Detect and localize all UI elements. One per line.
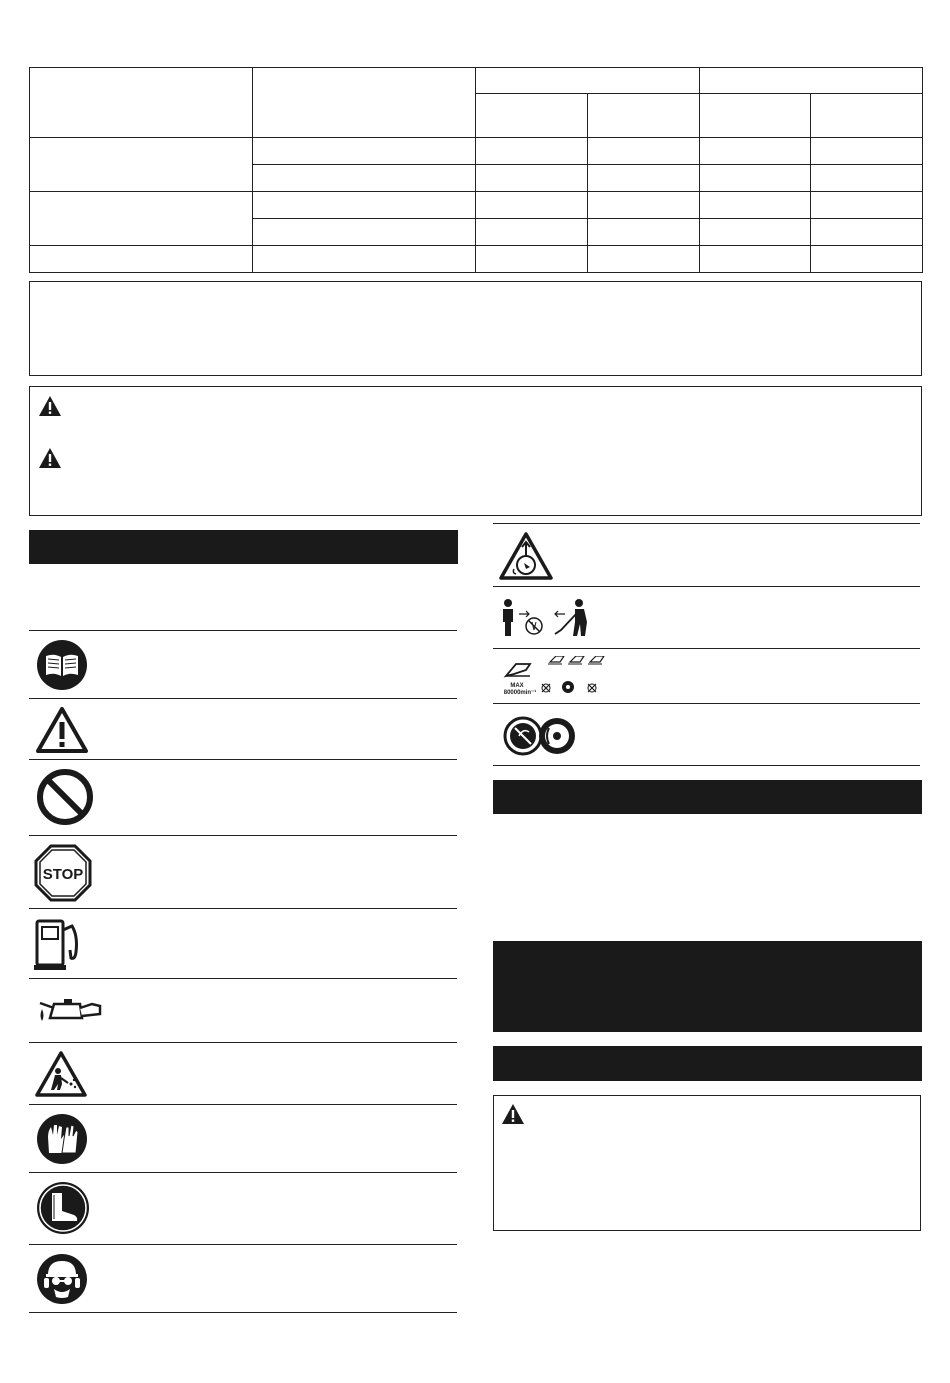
table-cell [811, 192, 923, 219]
kickback-warning-icon [498, 531, 554, 581]
divider [493, 523, 920, 524]
table-cell [476, 165, 588, 192]
flying-objects-hazard-icon [34, 1050, 88, 1098]
table-cell [588, 138, 700, 165]
table-cell [588, 246, 700, 273]
table-cell [476, 219, 588, 246]
stop-sign-label: STOP [42, 866, 84, 883]
table-cell [253, 165, 476, 192]
blade-type-icon [503, 716, 577, 756]
section-heading-bar [29, 530, 458, 564]
table-cell [476, 138, 588, 165]
stop-sign-icon [34, 844, 92, 902]
divider [493, 648, 920, 649]
table-header-cell [253, 68, 476, 138]
table-cell [700, 246, 811, 273]
warning-triangle-icon [38, 395, 62, 417]
table-row [30, 192, 923, 219]
table-row [30, 246, 923, 273]
gloves-icon [36, 1113, 88, 1165]
table-header-cell [811, 94, 923, 138]
table-cell [476, 192, 588, 219]
table-cell [811, 165, 923, 192]
table-cell [811, 246, 923, 273]
divider [29, 630, 457, 631]
table-header-cell [476, 94, 588, 138]
table-cell [253, 219, 476, 246]
divider [29, 698, 457, 699]
table-cell [588, 219, 700, 246]
table-cell [253, 192, 476, 219]
divider [29, 1104, 457, 1105]
table-header-cell [700, 68, 923, 94]
table-cell [30, 246, 253, 273]
helmet-goggles-ear-protection-icon [36, 1253, 88, 1305]
warning-triangle-icon [38, 447, 62, 469]
table-cell [588, 165, 700, 192]
read-manual-icon [36, 639, 88, 691]
table-cell [30, 138, 253, 192]
table-cell [253, 246, 476, 273]
table-cell [811, 219, 923, 246]
safety-boots-icon [36, 1181, 90, 1235]
divider [29, 1312, 457, 1313]
specifications-table [29, 67, 923, 273]
table-cell [700, 165, 811, 192]
table-cell [476, 246, 588, 273]
table-header-cell [30, 68, 253, 138]
table-cell [700, 192, 811, 219]
table-cell [700, 138, 811, 165]
divider [29, 1042, 457, 1043]
table-header-cell [476, 68, 700, 94]
table-cell [811, 138, 923, 165]
keep-distance-bystanders-icon [499, 598, 595, 638]
section-heading-bar [493, 780, 922, 814]
max-blade-speed-icon [500, 656, 606, 698]
table-cell [30, 192, 253, 246]
table-header-cell [700, 94, 811, 138]
table-row [30, 138, 923, 165]
divider [29, 759, 457, 760]
note-box [29, 281, 922, 376]
divider [493, 703, 920, 704]
divider [29, 1172, 457, 1173]
divider [29, 978, 457, 979]
warning-triangle-icon [35, 706, 89, 754]
warning-box [29, 386, 922, 516]
table-cell [700, 219, 811, 246]
max-speed-value: 80000min⁻¹ [503, 690, 537, 696]
divider [29, 835, 457, 836]
table-cell [588, 192, 700, 219]
divider [29, 908, 457, 909]
table-header-cell [588, 94, 700, 138]
section-heading-bar [493, 1046, 922, 1081]
divider [29, 1244, 457, 1245]
max-speed-label: MAX [510, 683, 524, 689]
warning-box [493, 1095, 921, 1231]
prohibited-icon [36, 768, 94, 826]
divider [493, 765, 920, 766]
notice-block [493, 941, 922, 1032]
fuel-pump-icon [34, 918, 84, 972]
oil-can-icon [34, 994, 106, 1028]
divider [493, 586, 920, 587]
warning-triangle-icon [501, 1103, 525, 1125]
table-cell [253, 138, 476, 165]
